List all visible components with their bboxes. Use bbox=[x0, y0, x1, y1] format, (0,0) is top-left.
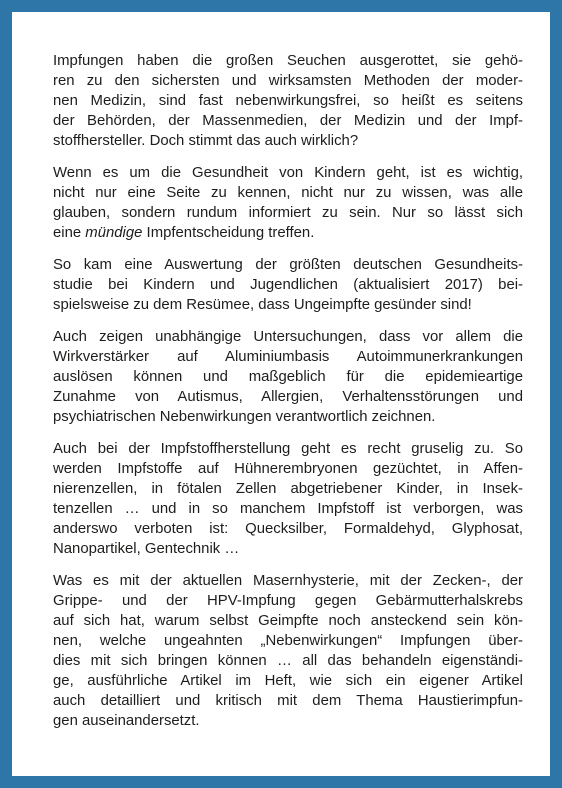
text-line: studie bei Kindern und Jugendlichen (aktualisiert 2017) bei- bbox=[53, 277, 523, 293]
text-run: Impfentscheidung treffen. bbox=[142, 225, 315, 241]
paragraph-4 bbox=[53, 327, 523, 427]
text-line: Nanopartikel, Gentechnik … bbox=[53, 541, 240, 557]
text-line: psychiatrischen Nebenwirkungen verantwortlich zeichnen. bbox=[53, 409, 436, 425]
text-line: ren zu den sichersten und wirksamsten Methoden der moder- bbox=[53, 73, 523, 89]
text-line: stoffhersteller. Doch stimmt das auch wirklich? bbox=[53, 133, 359, 149]
text-line: anderswo verboten ist: Quecksilber, Formaldehyd, Glyphosat, bbox=[53, 521, 523, 537]
text-line: Zunahme von Autismus, Allergien, Verhaltensstörungen und bbox=[53, 389, 523, 405]
text-line: tenzellen … und in so manchem Impfstoff ist verborgen, was bbox=[53, 501, 523, 517]
text-line: nicht nur eine Seite zu kennen, nicht nur zu wissen, was alle bbox=[53, 185, 523, 201]
text-line: nierenzellen, in fötalen Zellen abgetriebener Kinder, in Insek- bbox=[53, 481, 523, 497]
text-line: auch detailliert und kritisch mit dem Thema Haustierimpfun- bbox=[53, 693, 523, 709]
text-line: So kam eine Auswertung der größten deutschen Gesundheits- bbox=[53, 257, 523, 273]
text-line: nen Medizin, sind fast nebenwirkungsfrei, so heißt es seitens bbox=[53, 93, 523, 109]
text-line: Grippe- und der HPV-Impfung gegen Gebärmutterhalskrebs bbox=[53, 593, 523, 609]
paragraph-6 bbox=[53, 571, 523, 731]
text-body bbox=[53, 51, 523, 731]
text-line: werden Impfstoffe auf Hühnerembryonen gezüchtet, in Affen- bbox=[53, 461, 523, 477]
paragraph-3 bbox=[53, 255, 523, 315]
text-line: Wirkverstärker auf Aluminiumbasis Autoimmunerkrankungen bbox=[53, 349, 523, 365]
text-line: der Behörden, der Massenmedien, der Medizin und der Impf- bbox=[53, 113, 523, 129]
text-line: spielsweise zu dem Resümee, dass Ungeimpfte gesünder sind! bbox=[53, 297, 472, 313]
text-line: auf sich hat, warum selbst Geimpfte noch ansteckend sein kön- bbox=[53, 613, 523, 629]
text-line: glauben, sondern rundum informiert zu sein. Nur so lässt sich bbox=[53, 205, 523, 221]
text-line: Auch bei der Impfstoffherstellung geht es recht gruselig zu. So bbox=[53, 441, 523, 457]
paragraph-2 bbox=[53, 163, 523, 243]
text-line: Impfungen haben die großen Seuchen ausgerottet, sie gehö- bbox=[53, 53, 523, 69]
text-line: nen, welche ungeahnten „Nebenwirkungen“ Impfungen über- bbox=[53, 633, 523, 649]
emphasis-word: mündige bbox=[85, 225, 143, 241]
text-line bbox=[53, 223, 523, 243]
paragraph-1 bbox=[53, 51, 523, 151]
text-line: gen auseinandersetzt. bbox=[53, 713, 200, 729]
text-line: ge, ausführliche Artikel im Heft, wie sich ein eigener Artikel bbox=[53, 673, 523, 689]
text-line: dies mit sich bringen können … all das behandeln eigenständi- bbox=[53, 653, 523, 669]
text-line: Wenn es um die Gesundheit von Kindern geht, ist es wichtig, bbox=[53, 165, 523, 181]
text-run: eine bbox=[53, 225, 86, 241]
text-line: Was es mit der aktuellen Masernhysterie, mit der Zecken-, der bbox=[53, 573, 523, 589]
paragraph-5 bbox=[53, 439, 523, 559]
text-line: Auch zeigen unabhängige Untersuchungen, dass vor allem die bbox=[53, 329, 523, 345]
text-line: auslösen können und maßgeblich für die epidemieartige bbox=[53, 369, 523, 385]
